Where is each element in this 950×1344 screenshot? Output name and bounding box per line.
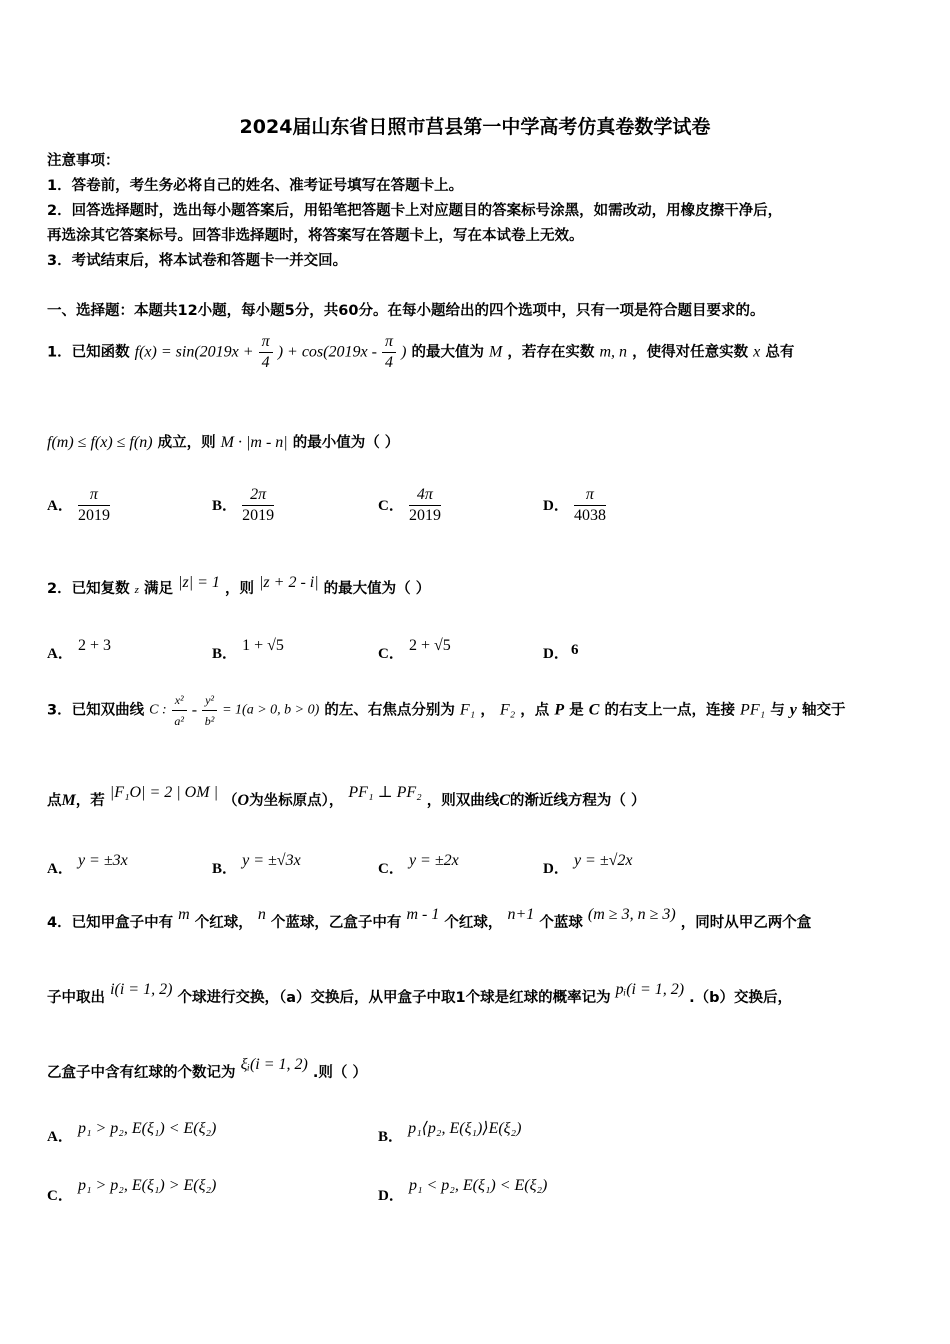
q2-option-d[interactable]: D．: [543, 646, 569, 662]
q3-C3: C: [499, 792, 510, 809]
notice-item: 3．考试结束后，将本试卷和答题卡一并交回。: [47, 253, 348, 269]
q1-var-M: M: [489, 343, 503, 361]
q4-i: i(i = 1, 2): [110, 981, 173, 998]
q3-text: 的左、右焦点分别为: [324, 702, 455, 719]
q4-p: pᵢ(i = 1, 2): [615, 981, 685, 998]
q1-prefix: 1．已知函数: [47, 344, 130, 361]
q3-C: C :: [149, 702, 167, 718]
q1-fraction-2: $\frac{\pi}{4}$: [382, 332, 396, 373]
q2-var-z: z: [134, 584, 139, 596]
q3-formula-2: PF₁ ⊥ PF₂: [348, 784, 422, 801]
q3-prefix: 3．已知双曲线: [47, 702, 145, 719]
q4-option-c[interactable]: C． p₁ > p₂, E(ξ₁) > E(ξ₂): [47, 1177, 217, 1204]
notice-item: 再选涂其它答案标号。回答非选择题时，将答案写在答题卡上，写在本试卷上无效。: [47, 228, 584, 244]
q1-option-d-fraction: $\frac{\pi}{4038}$: [573, 486, 606, 524]
q3-O: O: [237, 792, 250, 809]
q3-option-a[interactable]: A． y = ±3x: [47, 852, 128, 877]
q3-text: 轴交于: [801, 702, 846, 719]
q1-line2-formula2: M · |m - n|: [220, 434, 288, 451]
question-1-line-2: [47, 432, 399, 454]
q2-expression: |z + 2 - i|: [259, 574, 319, 591]
q1-line2-text: 成立，则: [157, 435, 216, 451]
question-4-line-1: 4．已知甲盒子中有 m 个红球， n 个蓝球，乙盒子中有 m - 1 个红球， n+1 个蓝球 (m ≥ 3, n ≥ 3) ，同时从甲乙两个盒: [47, 906, 812, 931]
q4-option-d[interactable]: D． p₁ < p₂, E(ξ₁) < E(ξ₂): [378, 1177, 548, 1204]
q4-condition: (m ≥ 3, n ≥ 3): [587, 906, 676, 923]
q3-minus: -: [191, 701, 198, 719]
q1-option-a[interactable]: A． $\frac{\pi}{2019}$: [47, 486, 110, 524]
q3-F2: F₂: [499, 701, 516, 719]
q4-option-a[interactable]: A． p₁ > p₂, E(ξ₁) < E(ξ₂): [47, 1120, 217, 1145]
q1-var-mn: m, n: [599, 343, 628, 361]
q1-close-paren: ): [401, 343, 407, 361]
q3-condition: = 1(a > 0, b > 0): [222, 702, 320, 718]
q4-m: m: [178, 906, 190, 923]
q3-fraction-x: $\frac{\text{x²}}{\text{a²}}$: [172, 690, 187, 731]
page-title: 2024届山东省日照市莒县第一中学高考仿真卷数学试卷: [239, 116, 711, 138]
q2-option-b[interactable]: B． 1 + √5: [212, 637, 284, 662]
q3-text: 的右支上一点，连接: [604, 702, 735, 719]
q2-text: 的最大值为（ ）: [323, 581, 431, 597]
question-4-line-3: 乙盒子中含有红球的个数记为 ξᵢ(i = 1, 2) .则（ ）: [47, 1056, 367, 1081]
q1-formula-a: f(x) = sin(2019x +: [134, 343, 254, 361]
q3-text: ，点: [520, 702, 550, 719]
question-2: [47, 574, 431, 601]
notice-item: 1．答卷前，考生务必将自己的姓名、准考证号填写在答题卡上。: [47, 178, 464, 194]
q3-text: 与: [770, 702, 785, 719]
q3-C2: C: [588, 701, 600, 719]
q3-fraction-y: $\frac{\text{y²}}{\text{b²}}$: [202, 690, 217, 731]
q1-option-d[interactable]: D． $\frac{\pi}{4038}$: [543, 486, 606, 524]
question-4-line-2: 子中取出 i(i = 1, 2) 个球进行交换，（a）交换后，从甲盒子中取1个球是红球的概率记为 pᵢ(i = 1, 2) .（b）交换后，: [47, 981, 793, 1006]
q1-text: 的最大值为: [411, 344, 484, 361]
q1-text: ，若存在实数: [507, 344, 595, 361]
question-3-line-2: 点M，若 |F₁O| = 2 | OM | （O为坐标原点）， PF₁ ⊥ PF₂ ，则双曲线C的渐近线方程为（ ）: [47, 784, 646, 809]
q3-M: M: [61, 792, 76, 809]
q3-P: P: [554, 701, 565, 719]
notice-section: [47, 150, 782, 272]
q1-fraction-1: $\frac{\pi}{4}$: [259, 332, 273, 373]
q3-text: ，: [480, 702, 495, 719]
q1-formula-b: ) + cos(2019x -: [277, 343, 377, 361]
q3-PF1: PF₁: [740, 701, 766, 719]
q1-text: ，使得对任意实数: [632, 344, 749, 361]
q1-option-b-fraction: $\frac{2\pi}{2019}$: [242, 486, 275, 524]
notice-heading: 注意事项：: [47, 153, 120, 169]
q1-option-c-fraction: $\frac{4\pi}{2019}$: [408, 486, 441, 524]
q4-n: n: [257, 906, 266, 923]
q4-option-b[interactable]: B． p₁⟨p₂, E(ξ₁)⟩E(ξ₂): [378, 1120, 522, 1145]
notice-item: 2．回答选择题时，选出每小题答案后，用铅笔把答题卡上对应题目的答案标号涂黑，如需改动，用橡皮擦干净后，: [47, 203, 783, 219]
q3-formula-1: |F₁O| = 2 | OM |: [109, 784, 218, 801]
q3-y: y: [789, 701, 797, 719]
q1-option-c[interactable]: C． $\frac{4\pi}{2019}$: [378, 486, 441, 524]
q1-option-a-fraction: $\frac{\pi}{2019}$: [77, 486, 110, 524]
q2-prefix: 2．已知复数: [47, 581, 130, 597]
q2-option-a[interactable]: A． 2 + 3: [47, 637, 111, 662]
q4-n-plus-1: n+1: [507, 906, 535, 923]
q3-option-d[interactable]: D． y = ±√2x: [543, 852, 633, 877]
q2-option-c[interactable]: C． 2 + √5: [378, 637, 451, 662]
section-heading: 一、选择题：本题共12小题，每小题5分，共60分。在每小题给出的四个选项中，只有一项是符合题目要求的。: [47, 303, 765, 319]
q1-var-x: x: [753, 343, 761, 361]
q2-option-d-value: 6: [571, 642, 579, 658]
q3-text: 是: [569, 702, 584, 719]
q4-m-minus-1: m - 1: [406, 906, 440, 923]
q4-xi: ξᵢ(i = 1, 2): [240, 1056, 308, 1073]
q2-text: ，则: [224, 581, 254, 597]
q1-option-b[interactable]: B． $\frac{2\pi}{2019}$: [212, 486, 275, 524]
question-3-line-1: [47, 690, 845, 731]
q3-option-c[interactable]: C． y = ±2x: [378, 852, 459, 877]
q3-F1: F₁: [459, 701, 476, 719]
q1-line2-formula: f(m) ≤ f(x) ≤ f(n): [47, 434, 153, 451]
q1-text: 总有: [765, 344, 795, 361]
q1-line2-end: 的最小值为（ ）: [292, 435, 400, 451]
question-1-line-1: [47, 332, 794, 373]
q2-text: 满足: [144, 581, 173, 597]
q2-condition: |z| = 1: [178, 574, 220, 591]
q3-option-b[interactable]: B． y = ±√3x: [212, 852, 301, 877]
